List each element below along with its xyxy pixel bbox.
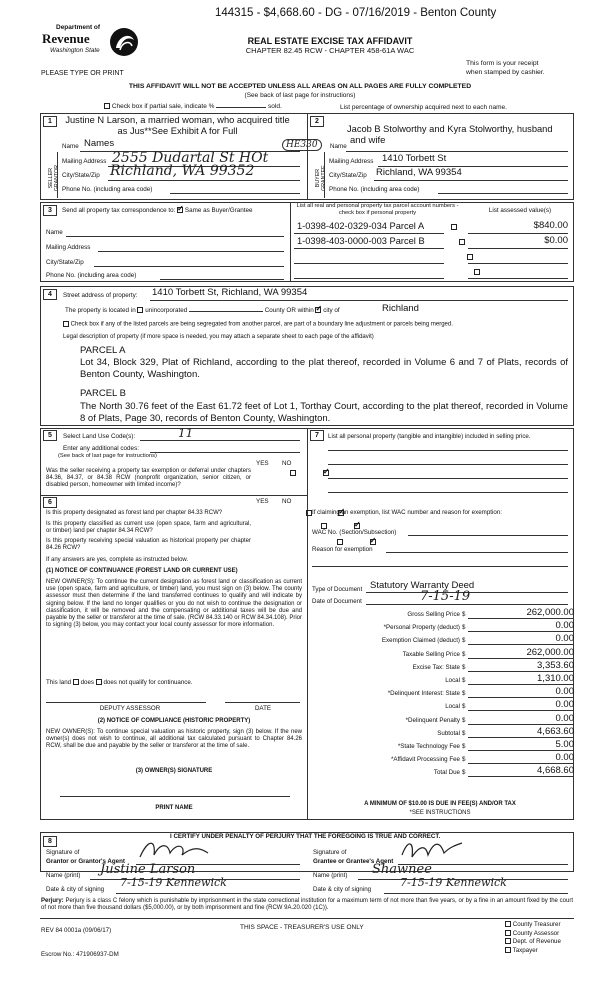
- historic-text: NEW OWNER(S): To continue special valuation as historic property, sign (3) below. If the new owner(s) does not wish to continue, all additional tax calculated pursuant to Chapter 84.26 RCW, shall be due and payable by the seller or transferor at the time of sale.: [46, 729, 302, 750]
- section-6-number: 6: [43, 497, 57, 508]
- s5-no-checkbox[interactable]: [323, 470, 329, 476]
- fee-value: 5.00: [468, 740, 574, 751]
- form-title: REAL ESTATE EXCISE TAX AFFIDAVIT: [247, 36, 413, 46]
- section-4-number: 4: [43, 289, 57, 300]
- treasurer-use: THIS SPACE - TREASURER'S USE ONLY: [240, 924, 364, 931]
- exemption-claim-label: If claiming an exemption, list WAC number and reason for exemption:: [312, 509, 502, 516]
- s6-no-header: NO: [282, 498, 292, 505]
- partial-sale-row: [104, 103, 282, 110]
- continuance-title: (1) NOTICE OF CONTINUANCE (FOREST LAND OR CURRENT USE): [46, 568, 238, 574]
- fee-value: 0.00: [468, 753, 574, 764]
- corr-city-label: City/State/Zip: [46, 259, 84, 266]
- deputy-date-label: DATE: [254, 705, 272, 712]
- does-label: does: [80, 679, 94, 686]
- fee-row: [312, 659, 574, 673]
- fee-currency: $: [462, 650, 466, 658]
- fee-label: Subtotal: [437, 729, 460, 737]
- buyer-name-cont: and wife: [350, 135, 386, 146]
- fee-label: *Affidavit Processing Fee: [390, 756, 460, 764]
- buyer-side-label: BUYER GRANTEE: [314, 165, 327, 191]
- fee-row: [312, 754, 574, 765]
- s6-q3: Is this property receiving special valuation as historical property per chapter 84.26 RCW?: [46, 538, 251, 552]
- land-use-label: Select Land Use Code(s):: [63, 433, 136, 440]
- parcel-b-title: PARCEL B: [80, 388, 126, 399]
- fee-currency: $: [462, 716, 466, 724]
- send-label: Send all property tax correspondence to:: [62, 207, 176, 214]
- fee-row: [312, 609, 574, 620]
- parcel-b-id: 1-0398-403-0000-003 Parcel B: [297, 236, 425, 246]
- partial-sale-label: Check box if partial sale, indicate %: [111, 103, 215, 110]
- seller-side-label: SELLER GRANTOR: [47, 164, 60, 192]
- unincorporated-checkbox[interactable]: [137, 307, 143, 313]
- fee-currency: $: [462, 743, 466, 750]
- deputy-assessor-label: DEPUTY ASSESSOR: [99, 705, 161, 712]
- grantor-signature-scribble-icon: [138, 837, 228, 863]
- seller-name-label: Name: [62, 143, 79, 150]
- warning-banner: THIS AFFIDAVIT WILL NOT BE ACCEPTED UNLESS ALL AREAS ON ALL PAGES ARE FULLY COMPLETED: [128, 83, 472, 90]
- fee-row: [312, 725, 574, 739]
- section-3-number: 3: [43, 205, 57, 216]
- seller-handwritten-note: HE330: [282, 139, 322, 151]
- grantor-name-value: Justine Larson: [100, 862, 196, 877]
- parcel-a-text: Lot 34, Block 329, Plat of Richland, according to the plat thereof, recorded in Volume 6 and 7 of Plats, records of Benton County, Washington.: [80, 357, 568, 380]
- buyer-mail-label: Mailing Address: [329, 158, 374, 165]
- fee-row: [312, 688, 574, 699]
- copy-taxpayer-checkbox[interactable]: [505, 947, 511, 953]
- seller-mail-label: Mailing Address: [62, 158, 107, 165]
- historic-title: (2) NOTICE OF COMPLIANCE (HISTORIC PROPERTY): [97, 718, 251, 724]
- minimum-note: A MINIMUM OF $10.00 IS DUE IN FEE(S) AND/OR TAX: [364, 801, 516, 807]
- seller-name-text: Justine N Larson, a married woman, who acquired title as Jus**See Exhibit A for Full: [65, 115, 290, 136]
- fee-currency: $: [462, 611, 466, 618]
- s5-no-header: NO: [282, 460, 292, 467]
- s6-q1-yes[interactable]: [306, 510, 312, 516]
- fee-value: 3,353.60: [468, 661, 574, 672]
- location-row: [65, 307, 340, 314]
- fee-currency: $: [462, 663, 466, 671]
- fee-value: 262,000.00: [468, 608, 574, 619]
- this-land-label: This land: [46, 679, 72, 686]
- seller-phone-label: Phone No. (including area code): [62, 186, 153, 193]
- fee-row: [312, 712, 574, 726]
- street-label: Street address of property:: [63, 292, 138, 299]
- send-correspondence: [62, 207, 252, 214]
- parcel-a-title: PARCEL A: [80, 345, 126, 356]
- section-5-number: 5: [43, 430, 57, 441]
- fee-label: Local: [445, 677, 460, 684]
- land-use-value: 11: [178, 426, 194, 440]
- parcel-d-personal-checkbox[interactable]: [474, 269, 480, 275]
- same-as-buyer-checkbox[interactable]: [177, 207, 183, 213]
- does-not-label: does not qualify for continuance.: [103, 679, 193, 686]
- county-or-label: County OR within: [264, 307, 314, 314]
- copy-distribution: [505, 921, 561, 955]
- this-land-row: [46, 679, 193, 686]
- section-7-number: 7: [310, 430, 324, 441]
- print-note: PLEASE TYPE OR PRINT: [41, 70, 124, 77]
- fee-value: 262,000.00: [468, 648, 574, 659]
- parcel-b-personal-checkbox[interactable]: [459, 239, 465, 245]
- s6-q3-yes[interactable]: [337, 539, 343, 545]
- doc-type-value: Statutory Warranty Deed: [370, 580, 475, 591]
- buyer-mail-value: 1410 Torbett St: [382, 153, 447, 164]
- assessed-header: List assessed value(s): [488, 207, 552, 214]
- fee-value: 4,668.60: [468, 766, 574, 777]
- dept-line3: Washington State: [50, 47, 100, 54]
- parcel-a-personal-checkbox[interactable]: [451, 224, 457, 230]
- receipt-note-1: This form is your receipt: [466, 60, 539, 67]
- fee-label: Exemption Claimed (deduct): [381, 637, 460, 645]
- grantee-date-label: Date & city of signing: [313, 886, 372, 893]
- parcel-b-value: $0.00: [544, 235, 568, 246]
- buyer-city-label: City/State/Zip: [329, 172, 367, 179]
- grantee-sig-label: Signature of: [313, 849, 347, 856]
- parcel-header: List all real and personal property tax parcel account numbers - check box if personal property: [296, 203, 459, 216]
- ownership-note: List percentage of ownership acquired next to each name.: [340, 104, 507, 111]
- fee-currency: $: [462, 703, 466, 711]
- dor-logo: [40, 24, 140, 68]
- grantee-agent-label: Grantee or Grantee's Agent: [313, 858, 394, 865]
- grantee-name-value: Shawnee: [372, 862, 432, 877]
- legal-label: Legal description of property (if more space is needed, you may attach a separate sheet to each page of the affidavit): [63, 334, 374, 340]
- corr-phone-label: Phone No. (including area code): [46, 272, 137, 279]
- wac-label: WAC No. (Section/Subsection): [312, 529, 397, 536]
- grantor-date-label: Date & city of signing: [46, 886, 105, 893]
- fee-value: 0.00: [468, 634, 574, 645]
- fee-value: 4,663.60: [468, 727, 574, 738]
- fee-row: [312, 767, 574, 778]
- grantor-agent-label: Grantor or Grantor's Agent: [46, 858, 125, 865]
- street-value: 1410 Torbett St, Richland, WA 99354: [152, 287, 308, 298]
- does-not-checkbox[interactable]: [96, 679, 102, 685]
- fee-label: *Personal Property (deduct): [383, 624, 460, 632]
- located-label: The property is located in: [65, 307, 136, 314]
- s6-if-yes: If any answers are yes, complete as instructed below.: [46, 557, 189, 563]
- same-as-buyer-label: Same as Buyer/Grantee: [184, 207, 253, 214]
- copy-dor-label: Dept. of Revenue: [512, 938, 561, 945]
- fee-currency: $: [462, 637, 466, 645]
- city-value: Richland: [382, 303, 419, 314]
- section-1-number: 1: [43, 116, 57, 127]
- see-back-label: (See back of last page for instructions): [58, 453, 157, 459]
- fee-value: 0.00: [468, 687, 574, 698]
- grantor-sig-label: Signature of: [46, 849, 80, 856]
- grantee-name-label: Name (print): [313, 872, 348, 879]
- parcel-c-personal-checkbox[interactable]: [467, 254, 473, 260]
- exemption-question: Was the seller receiving a property tax exemption or deferral under chapters 84.36, 84.37, or 84.38 RCW (nonprofit organization, senior citizen, or disabled person, homeowner with limited income)?: [46, 468, 251, 489]
- s6-yes-header: YES: [256, 498, 269, 505]
- segregated-checkbox[interactable]: [63, 321, 69, 327]
- fee-label: Taxable Selling Price: [402, 650, 460, 658]
- parcel-a-value: $840.00: [533, 220, 568, 231]
- form-subtitle: CHAPTER 82.45 RCW - CHAPTER 458-61A WAC: [245, 46, 415, 55]
- grantee-signature-scribble-icon: [400, 837, 470, 863]
- grantee-date-value: 7-15-19 Kennewick: [400, 876, 507, 889]
- fee-currency: $: [462, 769, 466, 777]
- partial-sale-checkbox[interactable]: [104, 103, 110, 109]
- certify-statement: I CERTIFY UNDER PENALTY OF PERJURY THAT THE FOREGOING IS TRUE AND CORRECT.: [170, 833, 441, 840]
- fee-currency: $: [462, 690, 466, 698]
- fee-row: [312, 741, 574, 752]
- seller-name-cont: Names: [84, 138, 115, 149]
- doc-type-label: Type of Document: [312, 586, 363, 593]
- s6-q3-no[interactable]: [370, 539, 376, 545]
- form-revision: REV 84 0001a (09/06/17): [41, 927, 112, 934]
- unincorporated-label: unincorporated: [145, 307, 188, 314]
- continuance-text: NEW OWNER(S): To continue the current designation as forest land or classification as current use (open space, farm and agriculture, or timber) land, you must sign on (3) below. The county assessor must then determine if the land transferred continues to qualify and will indicate by signing below. If the land no longer qualifies or you do not wish to continue the designation or classification, it will be removed and the compensating or additional taxes will be due and payable by the seller or transferor at the time of sale. (RCW 84.33.140 or RCW 84.34.108). Prior to signing (3) below, you may contact your local county assessor for more information.: [46, 579, 302, 629]
- does-checkbox[interactable]: [73, 679, 79, 685]
- buyer-name-label: Name: [330, 143, 347, 150]
- fee-label: Total Due: [433, 769, 460, 777]
- owner-signature-label: (3) OWNER(S) SIGNATURE: [135, 768, 213, 774]
- copy-assessor-checkbox[interactable]: [505, 930, 511, 936]
- fee-value: 0.00: [468, 700, 574, 711]
- corr-name-label: Name: [46, 229, 63, 236]
- dor-swirl-icon: [108, 26, 140, 58]
- receipt-note-2: when stamped by cashier.: [466, 69, 545, 76]
- buyer-phone-label: Phone No. (including area code): [329, 186, 420, 193]
- seller-city-value: Richland, WA 99352: [110, 163, 255, 179]
- personal-property-label: List all personal property (tangible and intangible) included in selling price.: [328, 433, 531, 440]
- corr-mail-label: Mailing Address: [46, 244, 91, 251]
- copy-treasurer-checkbox[interactable]: [505, 921, 511, 927]
- escrow-number: Escrow No.: 471906937-DM: [41, 951, 119, 958]
- dept-line1: Department of: [56, 24, 101, 31]
- print-name-label: PRINT NAME: [155, 805, 193, 811]
- copy-assessor-label: County Assessor: [512, 929, 560, 937]
- copy-treasurer-label: County Treasurer: [512, 921, 561, 928]
- segregated-label: Check box if any of the listed parcels are being segregated from another parcel, are part of a boundary line adjustment or parcels being merged.: [70, 321, 453, 328]
- section-8-number: 8: [43, 836, 57, 847]
- sold-label: sold.: [268, 103, 282, 110]
- reason-label: Reason for exemption: [312, 546, 373, 553]
- fee-value: 1,310.00: [468, 674, 574, 685]
- copy-taxpayer-label: Taxpayer: [512, 946, 538, 954]
- doc-date-value: 7-15-19: [420, 589, 471, 604]
- buyer-name-text: Jacob B Stolworthy and Kyra Stolworthy, husband: [347, 124, 553, 134]
- see-instructions-note: *SEE INSTRUCTIONS: [409, 810, 471, 816]
- perjury-note: [41, 898, 573, 912]
- s5-yes-checkbox[interactable]: [290, 470, 296, 476]
- fee-label: *Delinquent Penalty: [405, 716, 460, 724]
- grantor-date-value: 7-15-19 Kennewick: [120, 876, 227, 889]
- fee-currency: $: [462, 729, 466, 737]
- grantor-name-label: Name (print): [46, 872, 81, 879]
- fee-label: Gross Selling Price: [407, 611, 460, 618]
- doc-date-label: Date of Document: [312, 598, 362, 605]
- fee-label: *Delinquent Interest: State: [387, 690, 460, 698]
- fee-currency: $: [462, 756, 466, 764]
- perjury-text: Perjury is a class C felony which is punishable by imprisonment in the state correctional institution for a maximum term of not more than five years, or by a fine in an amount fixed by the court of not more than five thousand dollars ($5,000.00), or by both imprisonment and fine (RCW 9A.20.020 (1C)).: [41, 898, 573, 912]
- s5-yes-header: YES: [256, 460, 269, 467]
- fee-value: 0.00: [468, 621, 574, 632]
- s6-q2: Is this property classified as current use (open space, farm and agricultural, or timber) land per chapter 84.34 RCW?: [46, 521, 251, 535]
- parcel-b-text: The North 30.76 feet of the East 61.72 feet of Lot 1, Torthay Court, according to the plat thereof, recorded in Volume 8 of Plats, Page 30, records of Benton County, Washington.: [80, 401, 568, 424]
- fee-row: [312, 622, 574, 633]
- fee-label: Local: [445, 703, 460, 711]
- seller-mail-value: 2555 Dudartal St HOt: [112, 150, 269, 166]
- section-2-number: 2: [310, 116, 324, 127]
- fee-label: *State Technology Fee: [397, 743, 460, 750]
- buyer-city-value: Richland, WA 99354: [376, 167, 462, 178]
- fee-row: [312, 646, 574, 660]
- fee-currency: $: [462, 677, 466, 684]
- perjury-label: Perjury:: [41, 898, 64, 904]
- see-instructions: (See back of last page for instructions): [244, 92, 356, 99]
- s6-q1: Is this property designated as forest land per chapter 84.33 RCW?: [46, 510, 223, 516]
- fee-row: [312, 675, 574, 686]
- fee-currency: $: [462, 624, 466, 632]
- city-of-label: city of: [323, 307, 340, 314]
- fee-row: [312, 635, 574, 646]
- city-checkbox[interactable]: [315, 307, 321, 313]
- fee-row: [312, 701, 574, 712]
- additional-codes-label: Enter any additional codes:: [63, 445, 139, 452]
- seller-city-label: City/State/Zip: [62, 172, 100, 179]
- fee-label: Excise Tax: State: [412, 663, 460, 671]
- recording-stamp: 144315 - $4,668.60 - DG - 07/16/2019 - Benton County: [215, 7, 497, 19]
- fee-value: 0.00: [468, 714, 574, 725]
- copy-dor-checkbox[interactable]: [505, 938, 511, 944]
- parcel-a-id: 1-0398-402-0329-034 Parcel A: [297, 221, 425, 231]
- dept-line2: Revenue: [42, 31, 90, 46]
- segregated-row: [63, 321, 453, 328]
